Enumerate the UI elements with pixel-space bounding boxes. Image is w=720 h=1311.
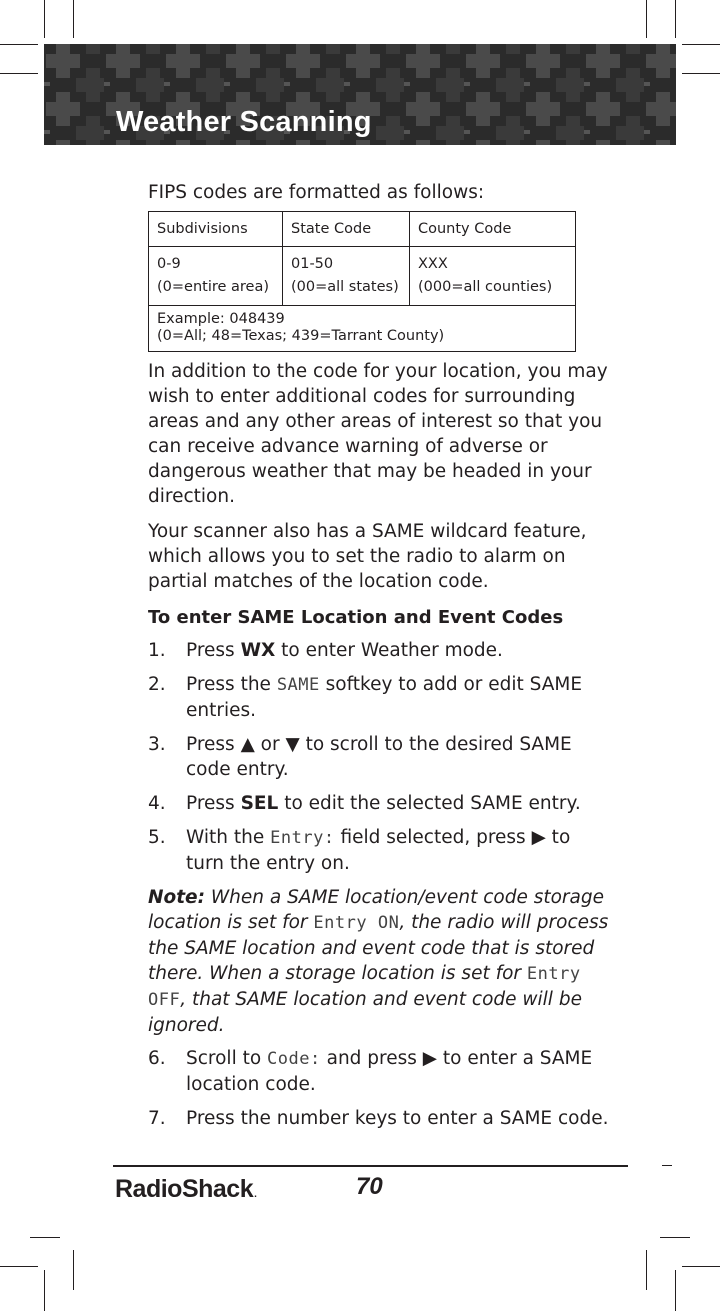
- display-text: Entry ON: [313, 913, 400, 933]
- table-cell: [410, 247, 576, 306]
- cell-value: 0-9: [157, 256, 181, 272]
- table-row: [149, 306, 576, 352]
- step-text: Press ▲ or ▼ to scroll to the desired SAME code entry.: [186, 734, 572, 780]
- logo-text: RadioShack: [115, 1175, 254, 1203]
- step-text: and press ▶ to enter a SAME location code.: [186, 1048, 593, 1095]
- page-number: 70: [356, 1173, 383, 1200]
- list-item: [148, 791, 613, 816]
- table-cell: [149, 247, 283, 306]
- cell-note: (000=all counties): [418, 279, 553, 295]
- main-content: [148, 180, 613, 1140]
- step-list: [148, 1046, 613, 1131]
- display-text: Entry:: [270, 828, 335, 848]
- step-number: 7.: [148, 1108, 166, 1129]
- crop-mark: [675, 0, 676, 38]
- step-number: 2.: [148, 674, 166, 695]
- step-text: Press: [186, 640, 241, 661]
- table-header-row: [149, 212, 576, 247]
- step-number: 4.: [148, 793, 166, 814]
- crop-mark: [0, 1266, 38, 1267]
- display-text: SAME: [276, 675, 320, 695]
- section-heading: To enter SAME Location and Event Codes: [148, 607, 564, 628]
- step-text: Press: [186, 793, 241, 814]
- step-number: 5.: [148, 827, 166, 848]
- crop-mark: [646, 1250, 647, 1290]
- table-cell: [283, 247, 410, 306]
- crop-mark: [44, 0, 45, 38]
- intro-text: FIPS codes are formatted as follows:: [148, 182, 485, 203]
- step-list: [148, 638, 613, 876]
- radioshack-logo: [115, 1175, 256, 1204]
- crop-mark: [44, 1270, 45, 1311]
- step-text: field selected, press ▶ to turn the entry on.: [186, 827, 571, 874]
- crop-mark: [682, 44, 720, 45]
- step-text: to enter Weather mode.: [275, 640, 503, 661]
- step-text: Press the number keys to enter a SAME code.: [186, 1108, 609, 1129]
- table-header: County Code: [410, 212, 576, 247]
- crop-mark: [646, 0, 647, 38]
- step-number: 1.: [148, 640, 166, 661]
- example-cell: [149, 306, 576, 352]
- table-row: [149, 247, 576, 306]
- cell-note: (0=entire area): [157, 279, 270, 295]
- step-text: With the: [186, 827, 271, 848]
- crop-mark: [662, 1165, 672, 1166]
- section-banner: [44, 44, 676, 145]
- crop-mark: [0, 73, 38, 74]
- crop-mark: [73, 0, 74, 38]
- crop-mark: [675, 1270, 676, 1311]
- fips-code-table: [148, 211, 576, 352]
- footer-rule: [113, 1165, 628, 1167]
- table-header: State Code: [283, 212, 410, 247]
- note-text: , that SAME location and event code will be ignored.: [148, 989, 582, 1036]
- list-item: [148, 638, 613, 663]
- step-text: Press the: [186, 674, 277, 695]
- crop-mark: [73, 1250, 74, 1290]
- step-text: softkey to add or edit SAME entries.: [186, 674, 583, 721]
- list-item: [148, 732, 613, 782]
- example-code: Example: 048439: [157, 311, 285, 327]
- crop-mark: [0, 44, 38, 45]
- example-explanation: (0=All; 48=Texas; 439=Tarrant County): [157, 328, 445, 344]
- crop-mark: [682, 73, 720, 74]
- logo-mark: .: [254, 1189, 257, 1200]
- list-item: [148, 825, 613, 876]
- list-item: [148, 1106, 613, 1131]
- cell-note: (00=all states): [291, 279, 399, 295]
- page-title: Weather Scanning: [116, 106, 372, 138]
- display-text: Code:: [267, 1049, 321, 1069]
- step-number: 3.: [148, 734, 166, 755]
- cell-value: XXX: [418, 256, 448, 272]
- table-header: Subdivisions: [149, 212, 283, 247]
- paragraph: In addition to the code for your location, you may wish to enter additional codes for surrounding areas and any other areas of interest so that you can receive advance warning of adverse or dangerous weather that may be headed in your direction.: [148, 361, 608, 507]
- step-text: to edit the selected SAME entry.: [278, 793, 581, 814]
- key-name: WX: [240, 640, 276, 661]
- note-text: , the radio will process the SAME location and event code that is stored there. When a storage location is set for: [148, 912, 609, 984]
- note-label: Note:: [148, 887, 205, 908]
- step-number: 6.: [148, 1048, 166, 1069]
- note-text: When a SAME location/event code storage location is set for: [148, 887, 604, 933]
- step-text: Scroll to: [186, 1048, 268, 1069]
- crop-mark: [30, 1237, 60, 1238]
- paragraph: Your scanner also has a SAME wildcard feature, which allows you to set the radio to alarm on partial matches of the location code.: [148, 521, 587, 592]
- key-name: SEL: [240, 793, 279, 814]
- display-text: Entry OFF: [148, 964, 581, 1010]
- list-item: [148, 1046, 613, 1097]
- list-item: [148, 672, 613, 723]
- cell-value: 01-50: [291, 256, 334, 272]
- crop-mark: [682, 1266, 720, 1267]
- crop-mark: [660, 1237, 690, 1238]
- note: [148, 885, 613, 1038]
